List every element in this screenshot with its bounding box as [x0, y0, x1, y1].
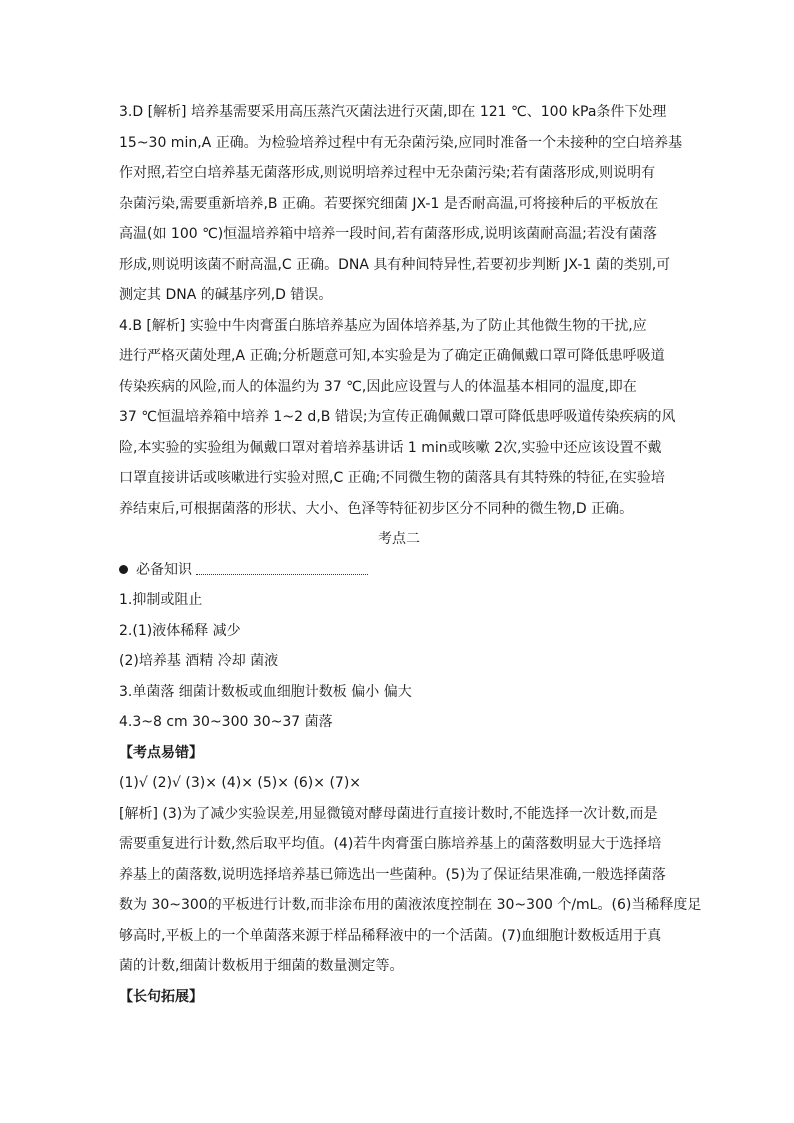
- text-line: 4.B [解析] 实验中牛肉膏蛋白胨培养基应为固体培养基,为了防止其他微生物的干扰,应: [119, 317, 647, 334]
- text-line: 口罩直接讲话或咳嗽进行实验对照,C 正确;不同微生物的菌落具有其特殊的特征,在实验培: [119, 470, 665, 486]
- subsection-label: 必备知识: [136, 561, 192, 578]
- heading-common-errors: 【考点易错】: [119, 744, 203, 761]
- explanation-block-q3-q4: [119, 97, 683, 524]
- text-line: 高温(如 100 ℃)恒温培养箱中培养一段时间,若有菌落形成,说明该菌耐高温;若没有菌落: [119, 226, 657, 242]
- subsection-header: [119, 555, 679, 586]
- content-area: [119, 97, 702, 1012]
- text-line: 形成,则说明该菌不耐高温,C 正确。DNA 具有种间特异性,若要初步判断 JX-1 菌的类别,可: [119, 256, 671, 273]
- bullet-icon: [119, 565, 128, 574]
- text-line: 37 ℃恒温培养箱中培养 1~2 d,B 错误;为宣传正确佩戴口罩可降低患呼吸道传染疾病的风: [119, 409, 676, 425]
- text-line: 传染疾病的风险,而人的体温约为 37 ℃,因此应设置与人的体温基本相同的温度,即在: [119, 378, 637, 395]
- answer-line: 3.单菌落 细菌计数板或血细胞计数板 偏小 偏大: [119, 683, 412, 700]
- text-line: 15~30 min,A 正确。为检验培养过程中有无杂菌污染,应同时准备一个未接种的空白培养基: [119, 134, 683, 151]
- answer-list: [119, 585, 679, 738]
- heading-long-sentence-extension: 【长句拓展】: [119, 988, 203, 1005]
- text-line: 险,本实验的实验组为佩戴口罩对着培养基讲话 1 min或咳嗽 2次,实验中还应该设置不戴: [119, 439, 662, 456]
- text-line: [解析] (3)为了减少实验误差,用显微镜对酵母菌进行直接计数时,不能选择一次计数,而是: [119, 805, 658, 822]
- text-line: 菌的计数,细菌计数板用于细菌的数量测定等。: [119, 958, 404, 974]
- dotted-leader: [196, 573, 368, 575]
- text-line: 够高时,平板上的一个单菌落来源于样品稀释液中的一个活菌。(7)血细胞计数板适用于真: [119, 927, 662, 944]
- answer-line: (2)培养基 酒精 冷却 菌液: [119, 653, 279, 669]
- text-line: 养基上的菌落数,说明选择培养基已筛选出一些菌种。(5)为了保证结果准确,一般选择菌落: [119, 866, 666, 883]
- section-title: 考点二: [378, 531, 420, 547]
- answer-line: 1.抑制或阻止: [119, 592, 203, 608]
- text-line: 作对照,若空白培养基无菌落形成,则说明培养过程中无杂菌污染;若有菌落形成,则说明有: [119, 165, 656, 181]
- text-line: 杂菌污染,需要重新培养,B 正确。若要探究细菌 JX-1 是否耐高温,可将接种后的平板放在: [119, 195, 659, 212]
- answer-line: 2.(1)液体稀释 减少: [119, 622, 241, 639]
- text-line: 3.D [解析] 培养基需要采用高压蒸汽灭菌法进行灭菌,即在 121 ℃、100 kPa条件下处理: [119, 104, 667, 120]
- text-line: 需要重复进行计数,然后取平均值。(4)若牛肉膏蛋白胨培养基上的菌落数明显大于选择培: [119, 836, 662, 852]
- text-line: 数为 30~300的平板进行计数,而非涂布用的菌液浓度控制在 30~300 个/mL。(6)当稀释度足: [119, 897, 702, 913]
- text-line: 养结束后,可根据菌落的形状、大小、色泽等特征初步区分不同种的微生物,D 正确。: [119, 500, 634, 517]
- errors-explanation-block: [119, 799, 702, 982]
- answer-line: 4.3~8 cm 30~300 30~37 菌落: [119, 714, 333, 730]
- text-line: 测定其 DNA 的碱基序列,D 错误。: [119, 287, 333, 303]
- text-line: 进行严格灭菌处理,A 正确;分析题意可知,本实验是为了确定正确佩戴口罩可降低患呼吸道: [119, 348, 665, 364]
- judgment-answers: (1)√ (2)√ (3)× (4)× (5)× (6)× (7)×: [119, 775, 362, 791]
